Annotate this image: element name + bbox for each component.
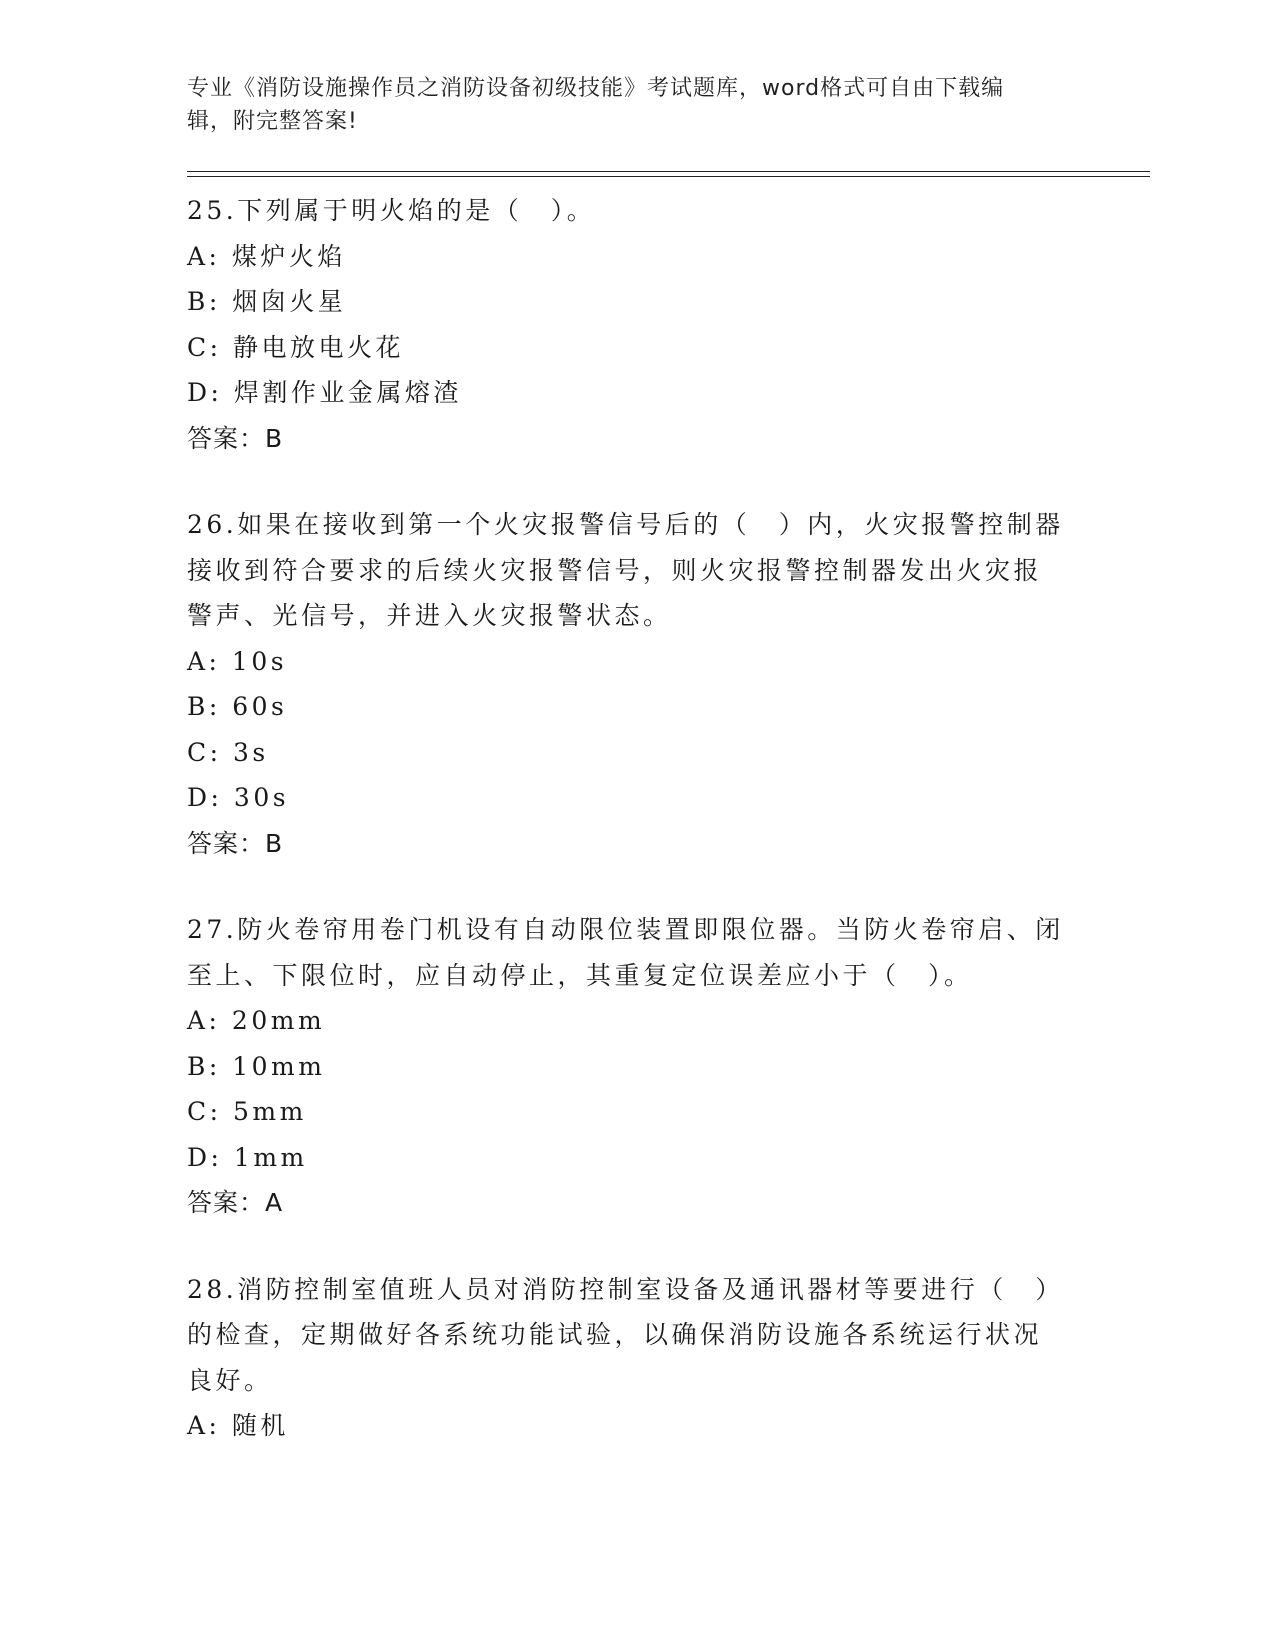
option-a: A: 20mm (187, 1006, 326, 1035)
answer-line (187, 416, 1087, 462)
stem-line: 的检查，定期做好各系统功能试验，以确保消防设施各系统运行状况 (187, 1320, 1043, 1349)
answer-line (187, 1180, 1087, 1226)
question-28 (187, 1267, 1087, 1449)
stem-line: 26.如果在接收到第一个火灾报警信号后的（ ）内，火灾报警控制器 (187, 510, 1064, 539)
stem-line: 良好。 (187, 1365, 273, 1395)
document-header (187, 72, 1067, 138)
stem-line: 27.防火卷帘用卷门机设有自动限位装置即限位器。当防火卷帘启、闭 (187, 915, 1064, 944)
question-stem (187, 907, 1087, 998)
answer-label: 答案： (187, 423, 266, 453)
option-a: A: 随机 (187, 1411, 289, 1440)
question-stem (187, 1267, 1087, 1404)
option-d: D: 焊割作业金属熔渣 (187, 378, 462, 407)
stem-line: 至上、下限位时，应自动停止，其重复定位误差应小于（ ）。 (187, 960, 973, 990)
option-c: C: 静电放电火花 (187, 332, 404, 362)
option-a: A: 10s (187, 646, 288, 676)
answer-value: B (265, 828, 284, 858)
option-b: B: 10mm (187, 1051, 326, 1081)
stem-line: 警声、光信号，并进入火灾报警状态。 (187, 601, 672, 630)
option-d: D: 1mm (187, 1142, 308, 1172)
answer-value: A (265, 1188, 284, 1217)
question-25 (187, 188, 1087, 461)
header-rule-top (187, 171, 1150, 172)
option-c: C: 3s (187, 737, 269, 767)
answer-label: 答案： (187, 1188, 266, 1217)
option-c: C: 5mm (187, 1097, 307, 1126)
stem-line: 25.下列属于明火焰的是（ ）。 (187, 196, 596, 225)
question-27 (187, 907, 1087, 1226)
stem-line: 28.消防控制室值班人员对消防控制室设备及通讯器材等要进行（ ） (187, 1274, 1064, 1304)
option-a: A: 煤炉火焰 (187, 241, 346, 271)
header-rule-bottom (187, 176, 1150, 177)
answer-value: B (265, 423, 284, 453)
header-line-2: 辑，附完整答案! (187, 109, 358, 134)
option-b: B: 烟囱火星 (187, 287, 347, 316)
stem-line: 接收到符合要求的后续火灾报警信号，则火灾报警控制器发出火灾报 (187, 555, 1043, 585)
answer-label: 答案： (187, 828, 266, 858)
question-stem (187, 188, 1087, 234)
option-d: D: 30s (187, 783, 290, 812)
question-26 (187, 502, 1087, 866)
answer-line (187, 821, 1087, 867)
header-line-1: 专业《消防设施操作员之消防设备初级技能》考试题库，word格式可自由下载编 (187, 76, 1005, 101)
question-list (187, 188, 1087, 1490)
question-stem (187, 502, 1087, 639)
option-b: B: 60s (187, 692, 288, 721)
